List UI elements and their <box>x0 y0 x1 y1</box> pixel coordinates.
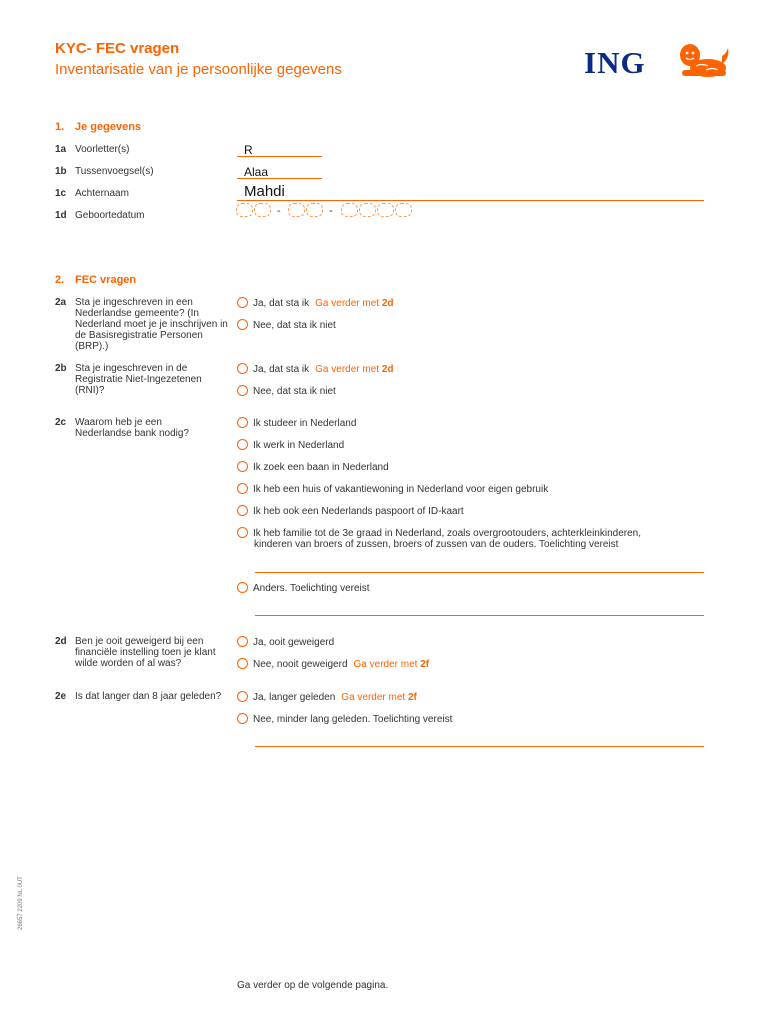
question-2e-label: Is dat langer dan 8 jaar geleden? <box>75 691 222 702</box>
family-explanation-input[interactable] <box>255 560 704 573</box>
radio-icon[interactable] <box>237 461 248 472</box>
radio-icon[interactable] <box>237 658 248 669</box>
radio-icon[interactable] <box>237 505 248 516</box>
goto-hint: Ga verder met 2f <box>353 659 430 670</box>
radio-icon[interactable] <box>237 319 248 330</box>
lion-icon <box>676 42 732 80</box>
question-2d-label: Ben je ooit geweigerd bij een financiële instelling toen je klant wilde worden of al was? <box>75 636 216 669</box>
q2e-option-yes[interactable]: Ja, langer geleden Ga verder met 2f <box>237 691 417 704</box>
question-2a-label: Sta je ingeschreven in een Nederlandse gemeente? (In Nederland moet je je inschrijven in de Basisregistratie Personen (BRP).) <box>75 297 228 352</box>
radio-icon[interactable] <box>237 439 248 450</box>
radio-icon[interactable] <box>237 385 248 396</box>
q2c-option-house[interactable]: Ik heb een huis of vakantiewoning in Nederland voor eigen gebruik <box>237 483 548 496</box>
radio-icon[interactable] <box>237 417 248 428</box>
field-1c-number: 1c <box>55 188 67 199</box>
question-2b-label: Sta je ingeschreven in de Registratie Niet-Ingezetenen (RNI)? <box>75 363 202 396</box>
radio-icon[interactable] <box>237 527 248 538</box>
field-1d-number: 1d <box>55 210 67 221</box>
radio-icon[interactable] <box>237 363 248 374</box>
radio-icon[interactable] <box>237 297 248 308</box>
field-1d-label: Geboortedatum <box>75 210 145 221</box>
q2c-option-passport[interactable]: Ik heb ook een Nederlands paspoort of ID-kaart <box>237 505 464 518</box>
question-2e-number: 2e <box>55 691 67 702</box>
logo-wordmark: ING <box>584 45 646 80</box>
q2c-option-study[interactable]: Ik studeer in Nederland <box>237 417 356 430</box>
radio-icon[interactable] <box>237 636 248 647</box>
surname-value: Mahdi <box>244 183 285 200</box>
q2a-option-yes[interactable]: Ja, dat sta ik Ga verder met 2d <box>237 297 394 310</box>
q2a-option-no[interactable]: Nee, dat sta ik niet <box>237 319 336 332</box>
q2b-option-yes[interactable]: Ja, dat sta ik Ga verder met 2d <box>237 363 394 376</box>
q2c-option-family[interactable]: Ik heb familie tot de 3e graad in Nederland, zoals overgrootouders, achterkleinkinderen, <box>237 527 641 540</box>
continue-note: Ga verder op de volgende pagina. <box>237 980 389 991</box>
initials-value: R <box>244 143 253 157</box>
q2c-option-work[interactable]: Ik werk in Nederland <box>237 439 344 452</box>
q2c-option-jobsearch[interactable]: Ik zoek een baan in Nederland <box>237 461 389 474</box>
question-2d-number: 2d <box>55 636 67 647</box>
q2e-explanation-input[interactable] <box>255 734 704 747</box>
birthdate-year-input[interactable] <box>341 203 413 223</box>
q2e-option-no[interactable]: Nee, minder lang geleden. Toelichting vereist <box>237 713 452 726</box>
goto-hint: Ga verder met 2d <box>315 364 394 375</box>
birthdate-day-input[interactable] <box>236 203 272 223</box>
field-1b-label: Tussenvoegsel(s) <box>75 166 154 177</box>
question-2c-label: Waarom heb je een Nederlandse bank nodig? <box>75 417 189 439</box>
date-separator: - <box>277 205 281 217</box>
q2c-option-other[interactable]: Anders. Toelichting vereist <box>237 582 370 595</box>
form-subtitle: Inventarisatie van je persoonlijke gegevens <box>55 61 342 78</box>
question-2c-number: 2c <box>55 417 67 428</box>
date-separator: - <box>329 205 333 217</box>
prefix-value: Alaa <box>244 165 269 179</box>
form-title: KYC- FEC vragen <box>55 40 180 57</box>
radio-icon[interactable] <box>237 713 248 724</box>
field-1c-label: Achternaam <box>75 188 129 199</box>
question-2a-number: 2a <box>55 297 67 308</box>
ing-logo <box>584 42 734 82</box>
surname-input[interactable] <box>237 183 704 201</box>
question-2b-number: 2b <box>55 363 67 374</box>
q2c-option-family-continued: kinderen van broers of zussen, broers of zussen van de ouders. Toelichting vereist <box>254 539 619 550</box>
goto-hint: Ga verder met 2f <box>341 692 417 703</box>
birthdate-month-input[interactable] <box>288 203 324 223</box>
q2d-option-no[interactable]: Nee, nooit geweigerd Ga verder met 2f <box>237 658 429 671</box>
goto-hint: Ga verder met 2d <box>315 298 394 309</box>
radio-icon[interactable] <box>237 691 248 702</box>
other-explanation-input[interactable] <box>255 603 704 616</box>
section-2-heading: 2. FEC vragen <box>55 274 137 286</box>
section-1-heading: 1. Je gegevens <box>55 121 142 133</box>
q2d-option-yes[interactable]: Ja, ooit geweigerd <box>237 636 334 649</box>
field-1b-number: 1b <box>55 166 67 177</box>
radio-icon[interactable] <box>237 483 248 494</box>
field-1a-number: 1a <box>55 144 67 155</box>
radio-icon[interactable] <box>237 582 248 593</box>
field-1a-label: Voorletter(s) <box>75 144 130 155</box>
form-code: 26657 2209 NL 0UT <box>18 876 24 930</box>
q2b-option-no[interactable]: Nee, dat sta ik niet <box>237 385 336 398</box>
